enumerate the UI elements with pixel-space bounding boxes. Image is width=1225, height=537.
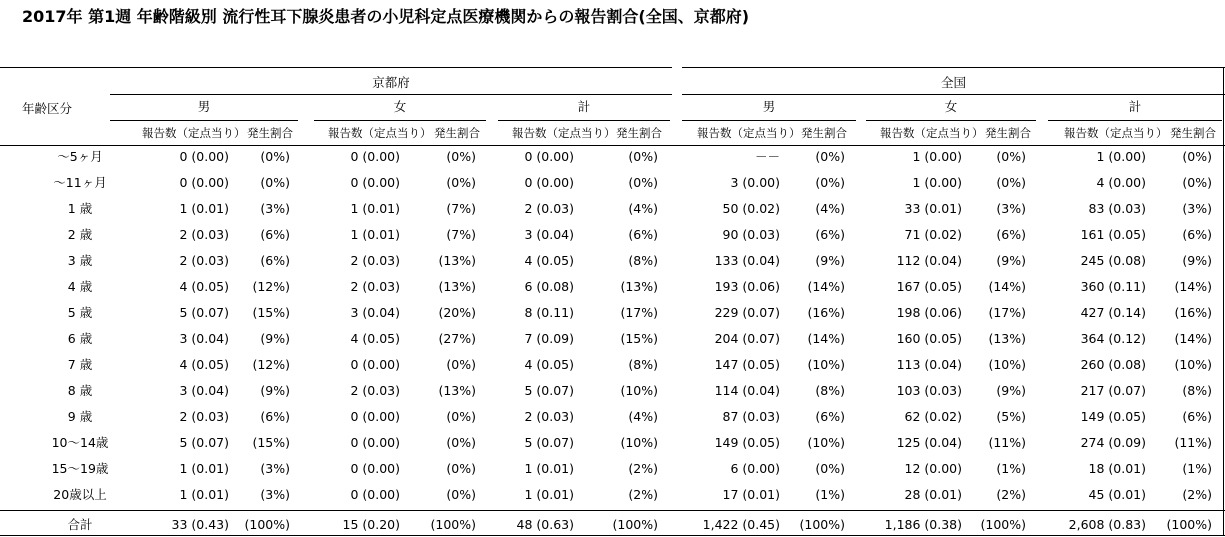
table-row-rate: (0%)	[996, 175, 1026, 190]
table-row-report-count: 1 (0.01)	[179, 461, 229, 476]
table-row-rate: (13%)	[438, 383, 476, 398]
table-row-report-count: 0 (0.00)	[524, 175, 574, 190]
gender-rule	[682, 120, 856, 121]
report-count-header: 報告数（定点当り）	[880, 126, 984, 140]
report-count-header: 報告数（定点当り）	[142, 126, 246, 140]
table-row-report-count: 17 (0.01)	[722, 487, 780, 502]
table-row-report-count: 0 (0.00)	[350, 435, 400, 450]
table-row-report-count: 18 (0.01)	[1088, 461, 1146, 476]
table-row-report-count: 3 (0.04)	[524, 227, 574, 242]
table-row-rate: (0%)	[996, 149, 1026, 164]
top-rule	[682, 67, 1225, 68]
total-row-report-count: 1,422 (0.45)	[702, 517, 780, 532]
table-row-rate: (14%)	[1174, 331, 1212, 346]
report-count-header: 報告数（定点当り）	[512, 126, 616, 140]
table-row-rate: (0%)	[446, 175, 476, 190]
table-row-report-count: 161 (0.05)	[1080, 227, 1146, 242]
rate-header: 発生割合	[247, 126, 293, 140]
table-row-report-count: 193 (0.06)	[714, 279, 780, 294]
table-row-report-count: 28 (0.01)	[904, 487, 962, 502]
table-row-rate: (7%)	[446, 227, 476, 242]
total-rule	[0, 510, 1225, 511]
table-row-report-count: 45 (0.01)	[1088, 487, 1146, 502]
table-row-report-count: 0 (0.00)	[350, 409, 400, 424]
report-table	[0, 66, 1225, 536]
table-row-rate: (14%)	[988, 279, 1026, 294]
table-row-rate: (9%)	[996, 383, 1026, 398]
table-row-report-count: 160 (0.05)	[896, 331, 962, 346]
table-row-rate: (0%)	[260, 175, 290, 190]
table-row-report-count: 125 (0.04)	[896, 435, 962, 450]
rate-header: 発生割合	[985, 126, 1031, 140]
total-row-report-count: 1,186 (0.38)	[884, 517, 962, 532]
table-row-report-count: 90 (0.03)	[722, 227, 780, 242]
table-row-rate: (0%)	[446, 435, 476, 450]
table-row-report-count: 2 (0.03)	[350, 383, 400, 398]
table-row-rate: (17%)	[620, 305, 658, 320]
table-row-rate: (0%)	[815, 149, 845, 164]
table-row-age: 8 歳	[67, 383, 93, 398]
table-row-rate: (9%)	[1182, 253, 1212, 268]
table-row-report-count: 83 (0.03)	[1088, 201, 1146, 216]
table-row-report-count: 4 (0.05)	[179, 357, 229, 372]
table-row-rate: (9%)	[996, 253, 1026, 268]
total-row-report-count: 33 (0.43)	[171, 517, 229, 532]
table-row-report-count: 427 (0.14)	[1080, 305, 1146, 320]
table-row-report-count: 260 (0.08)	[1080, 357, 1146, 372]
table-row-rate: (0%)	[446, 461, 476, 476]
table-row-report-count: 33 (0.01)	[904, 201, 962, 216]
table-row-rate: (0%)	[628, 149, 658, 164]
table-row-age: 4 歳	[67, 279, 93, 294]
report-count-header: 報告数（定点当り）	[697, 126, 801, 140]
table-row-rate: (8%)	[1182, 383, 1212, 398]
table-row-report-count: 167 (0.05)	[896, 279, 962, 294]
table-row-rate: (0%)	[815, 461, 845, 476]
total-row-age: 合計	[67, 517, 93, 532]
table-row-report-count: 3 (0.04)	[350, 305, 400, 320]
table-row-rate: (12%)	[252, 357, 290, 372]
table-row-report-count: 149 (0.05)	[714, 435, 780, 450]
gender-header: 女	[393, 99, 407, 114]
total-row-rate: (100%)	[799, 517, 845, 532]
table-row-report-count: 0 (0.00)	[350, 149, 400, 164]
table-row-rate: (16%)	[807, 305, 845, 320]
table-row-report-count: 113 (0.04)	[896, 357, 962, 372]
table-row-report-count: 1 (0.00)	[912, 175, 962, 190]
table-row-rate: (6%)	[815, 227, 845, 242]
table-row-report-count: 274 (0.09)	[1080, 435, 1146, 450]
report-count-header: 報告数（定点当り）	[1064, 126, 1168, 140]
total-row-report-count: 15 (0.20)	[342, 517, 400, 532]
table-row-report-count: 4 (0.05)	[524, 357, 574, 372]
total-row-report-count: 2,608 (0.83)	[1068, 517, 1146, 532]
table-row-rate: (0%)	[446, 149, 476, 164]
table-row-rate: (8%)	[628, 357, 658, 372]
region-header: 全国	[940, 75, 966, 90]
table-row-rate: (6%)	[260, 409, 290, 424]
region-rule	[110, 94, 672, 95]
table-row-report-count: 1 (0.00)	[912, 149, 962, 164]
gender-rule	[110, 120, 298, 121]
total-row-rate: (100%)	[430, 517, 476, 532]
page-title: 2017年 第1週 年齢階級別 流行性耳下腺炎患者の小児科定点医療機関からの報告割合(全国、京都府)	[22, 7, 750, 26]
table-row-report-count: 87 (0.03)	[722, 409, 780, 424]
table-row-rate: (9%)	[815, 253, 845, 268]
table-row-rate: (15%)	[620, 331, 658, 346]
table-row-report-count: 198 (0.06)	[896, 305, 962, 320]
gender-rule	[1048, 120, 1222, 121]
rate-header: 発生割合	[1170, 126, 1216, 140]
table-row-rate: (20%)	[438, 305, 476, 320]
table-row-age: 15〜19歳	[51, 461, 109, 476]
total-row-report-count: 48 (0.63)	[516, 517, 574, 532]
table-row-rate: (2%)	[996, 487, 1026, 502]
table-row-report-count: 62 (0.02)	[904, 409, 962, 424]
table-row-report-count: 133 (0.04)	[714, 253, 780, 268]
table-row-report-count: 114 (0.04)	[714, 383, 780, 398]
table-row-rate: (17%)	[988, 305, 1026, 320]
table-row-rate: (27%)	[438, 331, 476, 346]
table-row-report-count: 204 (0.07)	[714, 331, 780, 346]
table-row-rate: (3%)	[260, 487, 290, 502]
table-row-rate: (7%)	[446, 201, 476, 216]
table-row-report-count: 2 (0.03)	[350, 279, 400, 294]
table-row-report-count: 360 (0.11)	[1080, 279, 1146, 294]
table-row-rate: (6%)	[1182, 227, 1212, 242]
table-row-rate: (14%)	[807, 331, 845, 346]
table-row-report-count: 1 (0.01)	[350, 227, 400, 242]
table-row-rate: (11%)	[1174, 435, 1212, 450]
table-row-age: 3 歳	[67, 253, 93, 268]
table-row-rate: (10%)	[807, 435, 845, 450]
table-row-rate: (0%)	[628, 175, 658, 190]
table-row-age: 〜11ヶ月	[53, 175, 107, 190]
table-row-report-count: 2 (0.03)	[524, 201, 574, 216]
table-row-rate: (9%)	[260, 331, 290, 346]
table-row-rate: (12%)	[252, 279, 290, 294]
table-row-report-count: －－	[754, 149, 780, 164]
table-row-report-count: 0 (0.00)	[524, 149, 574, 164]
table-row-rate: (10%)	[620, 383, 658, 398]
table-row-rate: (6%)	[260, 253, 290, 268]
table-row-rate: (13%)	[620, 279, 658, 294]
gender-header: 計	[577, 99, 591, 114]
table-row-report-count: 149 (0.05)	[1080, 409, 1146, 424]
table-row-rate: (9%)	[260, 383, 290, 398]
table-row-rate: (0%)	[1182, 149, 1212, 164]
total-row-rate: (100%)	[612, 517, 658, 532]
table-row-rate: (0%)	[446, 487, 476, 502]
table-row-report-count: 4 (0.05)	[524, 253, 574, 268]
table-row-rate: (15%)	[252, 435, 290, 450]
table-row-rate: (14%)	[1174, 279, 1212, 294]
table-row-rate: (6%)	[996, 227, 1026, 242]
table-row-report-count: 5 (0.07)	[179, 435, 229, 450]
table-row-rate: (6%)	[260, 227, 290, 242]
right-border	[1223, 67, 1224, 535]
table-row-rate: (13%)	[438, 253, 476, 268]
gender-header: 男	[197, 99, 211, 114]
table-row-report-count: 2 (0.03)	[179, 409, 229, 424]
table-row-age: 7 歳	[67, 357, 93, 372]
gender-rule	[498, 120, 670, 121]
table-row-report-count: 3 (0.04)	[179, 331, 229, 346]
table-row-report-count: 6 (0.00)	[730, 461, 780, 476]
table-row-report-count: 7 (0.09)	[524, 331, 574, 346]
table-row-report-count: 2 (0.03)	[179, 227, 229, 242]
table-row-rate: (2%)	[1182, 487, 1212, 502]
table-row-report-count: 1 (0.00)	[1096, 149, 1146, 164]
table-row-rate: (13%)	[438, 279, 476, 294]
rate-header: 発生割合	[801, 126, 847, 140]
table-row-report-count: 4 (0.05)	[179, 279, 229, 294]
table-row-report-count: 3 (0.04)	[179, 383, 229, 398]
table-row-report-count: 364 (0.12)	[1080, 331, 1146, 346]
table-row-report-count: 0 (0.00)	[350, 461, 400, 476]
table-row-report-count: 5 (0.07)	[524, 383, 574, 398]
table-row-report-count: 3 (0.00)	[730, 175, 780, 190]
table-row-report-count: 71 (0.02)	[904, 227, 962, 242]
table-row-rate: (1%)	[1182, 461, 1212, 476]
table-row-rate: (11%)	[988, 435, 1026, 450]
gender-header: 計	[1128, 99, 1142, 114]
table-row-age: 9 歳	[67, 409, 93, 424]
table-row-rate: (0%)	[1182, 175, 1212, 190]
region-rule	[682, 94, 1225, 95]
table-row-report-count: 1 (0.01)	[179, 201, 229, 216]
table-row-rate: (4%)	[628, 409, 658, 424]
table-row-report-count: 0 (0.00)	[350, 175, 400, 190]
table-row-report-count: 1 (0.01)	[350, 201, 400, 216]
table-row-rate: (13%)	[988, 331, 1026, 346]
top-rule	[0, 67, 672, 68]
table-row-report-count: 1 (0.01)	[524, 461, 574, 476]
table-row-rate: (15%)	[252, 305, 290, 320]
rate-header: 発生割合	[616, 126, 662, 140]
table-row-rate: (0%)	[446, 409, 476, 424]
table-row-rate: (1%)	[815, 487, 845, 502]
gender-rule	[866, 120, 1036, 121]
table-row-report-count: 4 (0.00)	[1096, 175, 1146, 190]
table-row-report-count: 2 (0.03)	[179, 253, 229, 268]
table-row-rate: (8%)	[815, 383, 845, 398]
table-row-rate: (2%)	[628, 461, 658, 476]
table-row-report-count: 6 (0.08)	[524, 279, 574, 294]
total-row-rate: (100%)	[1166, 517, 1212, 532]
table-row-report-count: 0 (0.00)	[350, 487, 400, 502]
table-row-rate: (8%)	[628, 253, 658, 268]
table-row-report-count: 50 (0.02)	[722, 201, 780, 216]
table-row-rate: (10%)	[1174, 357, 1212, 372]
table-row-rate: (6%)	[1182, 409, 1212, 424]
table-row-report-count: 5 (0.07)	[179, 305, 229, 320]
table-row-report-count: 0 (0.00)	[179, 175, 229, 190]
table-row-rate: (3%)	[260, 201, 290, 216]
table-row-report-count: 1 (0.01)	[179, 487, 229, 502]
table-row-report-count: 2 (0.03)	[350, 253, 400, 268]
table-row-report-count: 112 (0.04)	[896, 253, 962, 268]
table-row-rate: (0%)	[815, 175, 845, 190]
table-row-age: 2 歳	[67, 227, 93, 242]
table-row-rate: (6%)	[815, 409, 845, 424]
table-row-report-count: 217 (0.07)	[1080, 383, 1146, 398]
table-row-rate: (4%)	[815, 201, 845, 216]
table-row-rate: (3%)	[996, 201, 1026, 216]
rate-header: 発生割合	[434, 126, 480, 140]
table-row-rate: (2%)	[628, 487, 658, 502]
table-row-rate: (10%)	[988, 357, 1026, 372]
table-row-report-count: 103 (0.03)	[896, 383, 962, 398]
table-row-report-count: 245 (0.08)	[1080, 253, 1146, 268]
table-row-rate: (6%)	[628, 227, 658, 242]
table-row-rate: (10%)	[620, 435, 658, 450]
table-row-report-count: 4 (0.05)	[350, 331, 400, 346]
gender-header: 男	[762, 99, 776, 114]
table-row-report-count: 1 (0.01)	[524, 487, 574, 502]
table-row-age: 6 歳	[67, 331, 93, 346]
header-bottom-rule	[0, 145, 1225, 146]
table-row-rate: (3%)	[1182, 201, 1212, 216]
table-row-report-count: 5 (0.07)	[524, 435, 574, 450]
age-header: 年齢区分	[22, 101, 73, 116]
table-row-rate: (16%)	[1174, 305, 1212, 320]
table-row-report-count: 0 (0.00)	[350, 357, 400, 372]
table-row-rate: (14%)	[807, 279, 845, 294]
gender-header: 女	[944, 99, 958, 114]
table-row-age: 〜5ヶ月	[57, 149, 103, 164]
table-row-report-count: 147 (0.05)	[714, 357, 780, 372]
table-row-age: 10〜14歳	[51, 435, 109, 450]
table-row-report-count: 12 (0.00)	[904, 461, 962, 476]
gender-rule	[314, 120, 486, 121]
total-row-rate: (100%)	[244, 517, 290, 532]
table-row-age: 1 歳	[67, 201, 93, 216]
table-row-rate: (5%)	[996, 409, 1026, 424]
table-row-age: 20歳以上	[53, 487, 107, 502]
table-row-rate: (10%)	[807, 357, 845, 372]
report-count-header: 報告数（定点当り）	[328, 126, 432, 140]
table-row-rate: (1%)	[996, 461, 1026, 476]
table-row-rate: (0%)	[446, 357, 476, 372]
region-header: 京都府	[372, 75, 410, 90]
total-row-rate: (100%)	[980, 517, 1026, 532]
table-row-report-count: 0 (0.00)	[179, 149, 229, 164]
table-row-rate: (4%)	[628, 201, 658, 216]
table-row-rate: (0%)	[260, 149, 290, 164]
table-row-report-count: 2 (0.03)	[524, 409, 574, 424]
bottom-rule	[0, 535, 1225, 536]
table-row-report-count: 229 (0.07)	[714, 305, 780, 320]
table-row-age: 5 歳	[67, 305, 93, 320]
table-row-report-count: 8 (0.11)	[524, 305, 574, 320]
table-row-rate: (3%)	[260, 461, 290, 476]
